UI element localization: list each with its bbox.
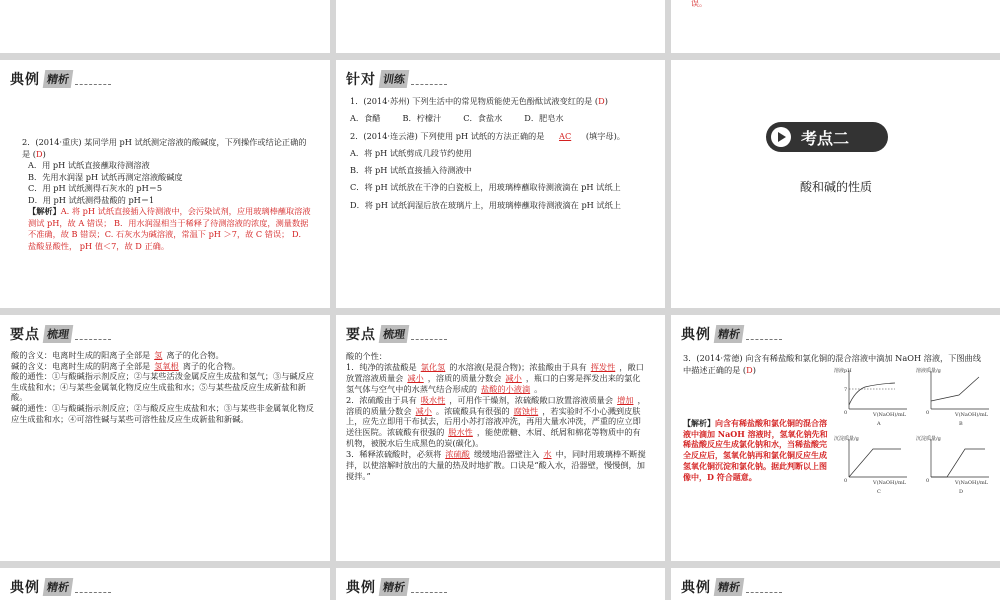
question-body: [22, 137, 312, 252]
graph-c-ylabel: 沉淀质量/g: [834, 436, 859, 442]
heading-rule: [75, 84, 111, 85]
topic-title: 酸和碱的性质: [799, 180, 872, 194]
svg-text:V(NaOH)/mL: V(NaOH)/mL: [955, 480, 989, 486]
slide-heading: [681, 323, 782, 345]
svg-text:V(NaOH)/mL: V(NaOH)/mL: [873, 480, 907, 486]
slide-example-2[interactable]: [0, 60, 330, 308]
slide-heading: [346, 576, 447, 598]
acid-properties: 酸的通性：①与酸碱指示剂反应；②与某些活泼金属反应生成盐和氢气；③与碱反应生成盐和水；④与某些金属氧化物反应生成盐和水；⑤与某些盐反应生成新盐和新酸。: [11, 371, 314, 403]
slide-key-points-1[interactable]: [0, 315, 330, 561]
slide-heading: [10, 576, 111, 598]
graph-a: [833, 365, 911, 427]
sulfuric-acid: 2．浓硫酸由于具有 吸水性 ，可用作干燥剂，浓硫酸敞口放置溶液质量会 增加 ，溶质的质量分数会 减小 。浓硫酸具有很强的 腐蚀性 ，若实验时不小心溅到皮肤上，应先立即用干布拭去，后用小苏打溶液冲洗，再用大量水冲洗，严重的应立即送往医院。浓硫酸有很强的 脱水性 ，能使蔗糖、木屑、纸屑和棉花等物质中的有机物，被脱水后生成黑色的炭(碳化)。: [346, 394, 646, 449]
acid-traits-intro: 酸的个性：: [346, 351, 387, 361]
heading-rule: [746, 339, 782, 340]
graph-a-mark: 7: [844, 387, 848, 393]
slide-heading: [10, 68, 111, 90]
svg-text:0: 0: [844, 478, 848, 484]
heading-example: 典例: [346, 580, 376, 596]
slide-key-points-2[interactable]: [336, 315, 665, 561]
heading-key-points: 要点: [346, 327, 376, 343]
heading-rule: [75, 339, 111, 340]
heading-analysis: 精析: [43, 578, 74, 596]
slide-bottom-right[interactable]: [671, 568, 1000, 600]
q2-option-d: D．将 pH 试纸润湿后放在玻璃片上，用玻璃棒蘸取待测液滴在 pH 试纸上: [350, 199, 621, 210]
question-1: 1．(2014·苏州) 下列生活中的常见物质能使无色酚酞试液变红的是 (D): [350, 96, 608, 106]
analysis-text: 【解析】向含有稀盐酸和氯化铜的混合溶液中滴加 NaOH 溶液时，氢氧化钠先和稀盐酸反应生成氯化钠和水，当稀盐酸完全反应后，氢氧化钠再和氯化铜反应生成氢氧化铜沉淀和氯化钠。据此判断以上图像中，D 符合题意。: [683, 418, 828, 482]
arrow-icon: [771, 127, 791, 147]
heading-summary: 梳理: [379, 325, 410, 343]
acid-traits-body: [346, 351, 646, 482]
heading-analysis: 精析: [43, 70, 74, 88]
graph-b-ylabel: 溶液质量/g: [916, 368, 941, 374]
option-d: D．用 pH 试纸测得盐酸的 pH＝1: [28, 194, 155, 205]
slide-targeted-training[interactable]: [336, 60, 665, 308]
option-c: C．食盐水: [463, 113, 503, 124]
slide-top-middle: [336, 0, 665, 53]
slide-heading: [346, 68, 447, 90]
heading-example: 典例: [10, 580, 40, 596]
heading-rule: [411, 592, 447, 593]
svg-text:V(NaOH)/mL: V(NaOH)/mL: [873, 412, 907, 418]
graph-d-ylabel: 沉淀质量/g: [916, 436, 941, 442]
slide-heading: [346, 323, 447, 345]
svg-text:0: 0: [844, 410, 848, 416]
graph-c-tag: C: [877, 489, 881, 495]
graph-d-tag: D: [959, 489, 964, 495]
question-text: 3．(2014·常德) 向含有稀盐酸和氯化铜的混合溶液中滴加 NaOH 溶液，下图曲线中描述正确的是 (D): [683, 353, 981, 375]
heading-rule: [411, 84, 447, 85]
question-text: 2．(2014·重庆) 某同学用 pH 试纸测定溶液的酸碱度，下列操作或结论正确的是 (D): [22, 137, 307, 159]
heading-analysis: 精析: [714, 578, 745, 596]
graph-b: [915, 365, 993, 427]
heading-summary: 梳理: [43, 325, 74, 343]
base-properties: 碱的通性：①与酸碱指示剂反应；②与酸反应生成盐和水；③与某些非金属氧化物反应生成盐和水；④可溶性碱与某些可溶性盐反应生成新盐和新碱。: [11, 402, 314, 424]
hydrochloric-acid: 1．纯净的浓盐酸是 氯化氢 的水溶液(是混合物)；浓盐酸由于具有 挥发性 ，敞口放置溶液质量会 减小 ，溶质的质量分数会 减小 ，瓶口的白雾是挥发出来的氯化氢气体与空气中的水蒸气结合形成的 盐酸的小液滴 。: [346, 361, 644, 394]
q2-option-a: A．将 pH 试纸剪成几段节约使用: [350, 147, 472, 158]
heading-rule: [746, 592, 782, 593]
graph-a-ylabel: 溶液pH: [834, 368, 852, 374]
heading-example: 典例: [681, 327, 711, 343]
acid-definition: 酸的含义：电离时生成的阳离子全部是 氢 离子的化合物。: [11, 350, 224, 360]
svg-text:0: 0: [926, 410, 930, 416]
heading-analysis: 精析: [714, 325, 745, 343]
slide-heading: [10, 323, 111, 345]
dilution-rule: 3．稀释浓硫酸时，必须将 浓硫酸 缓缓地沿器壁注入 水 中，同时用玻璃棒不断搅拌，以使溶解时放出的大量的热及时地扩散。口诀是“酸入水，沿器壁，慢慢倒，加搅拌。”: [346, 449, 646, 481]
svg-text:V(NaOH)/mL: V(NaOH)/mL: [955, 412, 989, 418]
heading-key-points: 要点: [10, 327, 40, 343]
slide-example-3[interactable]: [671, 315, 1000, 561]
base-definition: 碱的含义：电离时生成的阴离子全部是 氢氧根 离子的化合物。: [11, 360, 241, 371]
heading-rule: [75, 592, 111, 593]
option-a: A．食醋: [350, 113, 381, 124]
question-1-options: [350, 110, 658, 127]
heading-example: 典例: [10, 72, 40, 88]
question-2: 2．(2014·连云港) 下列使用 pH 试纸的方法正确的是 AC (填字母)。: [350, 130, 625, 141]
heading-analysis: 精析: [379, 578, 410, 596]
option-b: B．先用水润湿 pH 试纸再测定溶液酸碱度: [28, 171, 183, 182]
text-fragment: 误。: [691, 0, 707, 8]
key-points-body: [11, 350, 316, 424]
heading-rule: [411, 339, 447, 340]
q2-option-c: C．将 pH 试纸放在干净的白瓷板上，用玻璃棒蘸取待测液滴在 pH 试纸上: [350, 182, 621, 193]
graph-a-tag: A: [877, 421, 881, 427]
slide-top-right: [671, 0, 1000, 53]
heading-targeted: 针对: [346, 72, 376, 88]
topic-badge: [766, 122, 888, 152]
q2-option-b: B．将 pH 试纸直接插入待测液中: [350, 165, 472, 176]
graph-c: [833, 433, 911, 495]
slide-heading: [681, 576, 782, 598]
option-a: A．用 pH 试纸直接蘸取待测溶液: [28, 160, 150, 170]
slide-bottom-left[interactable]: [0, 568, 330, 600]
slide-top-left: [0, 0, 330, 53]
topic-badge-label: 考点二: [801, 128, 850, 148]
svg-text:0: 0: [926, 478, 930, 484]
slide-topic-two[interactable]: [671, 60, 1000, 308]
analysis-text: 【解析】A. 将 pH 试纸直接插入待测液中，会污染试剂，应用玻璃棒蘸取溶液测试 pH，故 A 错误； B．用水润湿相当于稀释了待测溶液的浓度，测量数据不准确，故 B 错误；C. 石灰水为碱溶液，常温下 pH ＞7，故 C 错误； D．盐酸显酸性， pH 值＜7，故 D 正确。: [28, 206, 311, 251]
option-d: D．肥皂水: [524, 113, 564, 124]
option-b: B．柠檬汁: [402, 113, 442, 124]
training-body: [350, 93, 658, 214]
graph-b-tag: B: [959, 421, 963, 427]
graph-d: [915, 433, 993, 495]
heading-training: 训练: [379, 70, 410, 88]
heading-example: 典例: [681, 580, 711, 596]
option-c: C．用 pH 试纸测得石灰水的 pH＝5: [28, 183, 163, 193]
slide-bottom-middle[interactable]: [336, 568, 665, 600]
